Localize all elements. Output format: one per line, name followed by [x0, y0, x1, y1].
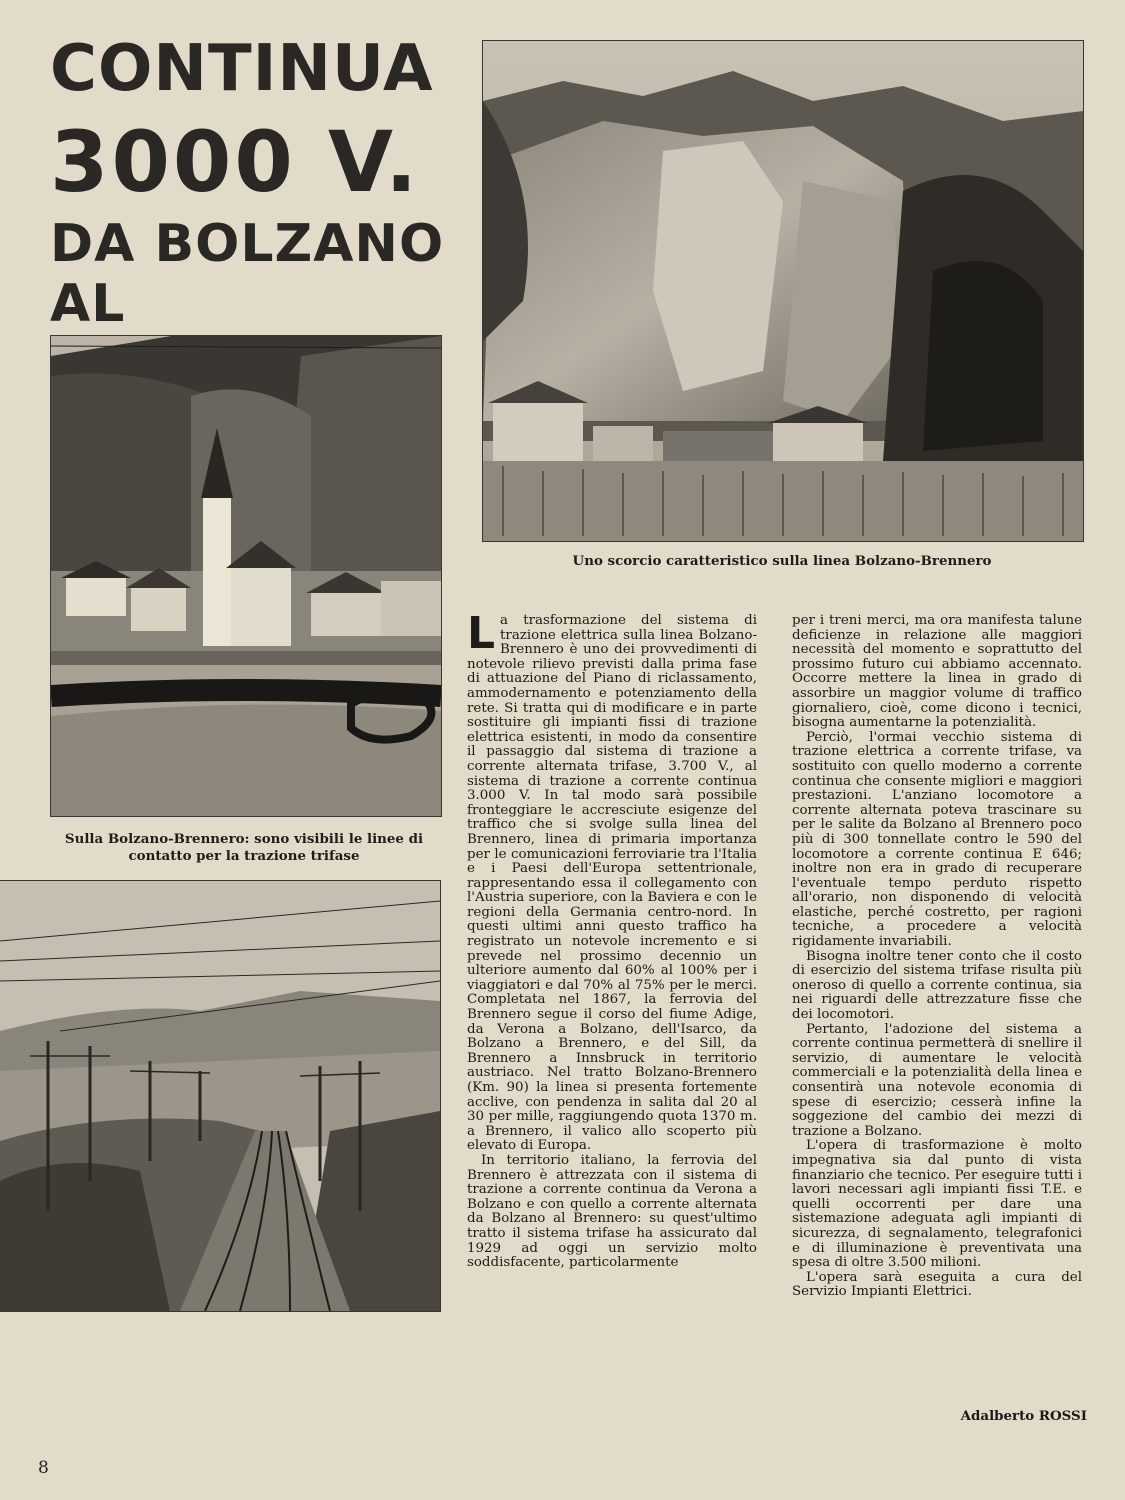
article-column-2	[792, 614, 1082, 1300]
photo-railway-tracks	[0, 880, 441, 1312]
article-paragraph-4: Perciò, l'ormai vecchio sistema di trazione elettrica a corrente trifase, va sostituito con quello moderno a corrente continua che consente migliori e maggiori prestazioni. L'anziano locomotore a corrente alternata poteva trascinare su per le salite da Bolzano al Brennero poco più di 300 tonnellate contro le 590 del locomotore a corrente continua E 646; inoltre non era in grado di recuperare l'eventuale tempo perduto rispetto all'orario, non disponendo di velocità elastiche, perché costretto, per ragioni tecniche, a procedere a velocità rigidamente invariabili.	[792, 729, 1082, 950]
village-photo-image	[51, 336, 441, 816]
article-column-1	[467, 608, 757, 1271]
caption-village: Sulla Bolzano-Brennero: sono visibili le linee di contatto per la trazione trifase	[64, 831, 424, 864]
page-number: 8	[38, 1458, 49, 1478]
article-paragraph-1	[467, 608, 757, 1154]
article-paragraph-7: L'opera di trasformazione è molto impegnativa sia dal punto di vista finanziario che tecnico. Per eseguire tutti i lavori necessari agli impianti fissi T.E. e quelli occorrenti per dare una sistemazione adeguata agli impianti di sicurezza, di segnalamento, telegrafonici e di illuminazione è preventivata una spesa di oltre 3.500 milioni.	[792, 1138, 1082, 1271]
drop-cap: L	[467, 608, 496, 659]
cliffs-photo-image	[483, 41, 1083, 541]
headline-line-2: 3000 V.	[50, 113, 421, 211]
article-paragraph-8: L'opera sarà eseguita a cura del Servizio Impianti Elettrici.	[792, 1269, 1082, 1300]
headline-line-3: DA BOLZANO	[50, 214, 445, 274]
author-byline: Adalberto ROSSI	[960, 1408, 1087, 1424]
article-paragraph-3: per i treni merci, ma ora manifesta talune deficienze in relazione alle maggiori necessità del momento e soprattutto del prossimo futuro cui abbiamo accennato. Occorre mettere la linea in grado di assorbire un maggior volume di traffico giornaliero, cioè, come dicono i tecnici, bisogna aumentarne la potenzialità.	[792, 613, 1082, 731]
paragraph-text: a trasformazione del sistema di trazione elettrica sulla linea Bolzano-Brennero è uno dei provvedimenti di notevole rilievo previsti dalla prima fase di attuazione del Piano di riclassamento, ammodernamento e potenziamento della rete. Si tratta qui di modificare e in parte sostituire gli impianti fissi di trazione elettrica esistenti, in modo da consentire il passaggio dal sistema di trazione a corrente alternata trifase, 3.700 V., al sistema di trazione a corrente continua 3.000 V. In tal modo sarà possibile fronteggiare le accresciute esigenze del traffico che si svolge sulla linea del Brennero, linea di primaria importanza per le comunicazioni ferroviarie tra l'Italia e i Paesi dell'Europa settentrionale, rappresentando essa il collegamento con l'Austria superiore, con la Baviera e con le regioni della Germania centro-nord. In questi ultimi anni questo traffico ha registrato un notevole incremento e si prevede nel prossimo decennio un ulteriore aumento dal 60% al 100% per i viaggiatori e dal 70% al 75% per le merci. Completata nel 1867, la ferrovia del Brennero segue il corso del fiume Adige, da Verona a Bolzano, dell'Isarco, da Bolzano a Brennero, e del Sill, da Brennero a Innsbruck in territorio austriaco. Nel tratto Bolzano-Brennero (Km. 90) la linea si presenta fortemente acclive, con pendenza in salita dal 20 al 30 per mille, raggiungendo quota 1370 m. a Brennero, il valico allo scoperto più elevato di Europa.	[467, 613, 757, 1154]
article-paragraph-2: In territorio italiano, la ferrovia del Brennero è attrezzata con il sistema di trazione a corrente continua da Verona a Bolzano e con quello a corrente alternata da Bolzano al Brennero: su quest'ultimo tratto il sistema trifase ha assicurato dal 1929 ad oggi un servizio molto soddisfacente, particolarmente	[467, 1152, 757, 1271]
headline-line-1: CONTINUA	[50, 32, 434, 106]
caption-cliffs: Uno scorcio caratteristico sulla linea Bolzano-Brennero	[572, 553, 992, 569]
tracks-photo-image	[0, 881, 440, 1311]
photo-village-church	[50, 335, 442, 817]
article-paragraph-5: Bisogna inoltre tener conto che il costo di esercizio del sistema trifase risulta più oneroso di quello a corrente continua, sia nei riguardi delle attrezzature fisse che dei locomotori.	[792, 948, 1082, 1023]
photo-cliffs-bolzano-brennero	[482, 40, 1084, 542]
article-paragraph-6: Pertanto, l'adozione del sistema a corrente continua permetterà di snellire il servizio, di aumentare le velocità commerciali e la potenzialità della linea e consentirà una notevole economia di spese di esercizio; cesserà infine la soggezione del cambio dei mezzi di trazione a Bolzano.	[792, 1021, 1082, 1139]
headline-line-4: AL	[50, 274, 126, 334]
